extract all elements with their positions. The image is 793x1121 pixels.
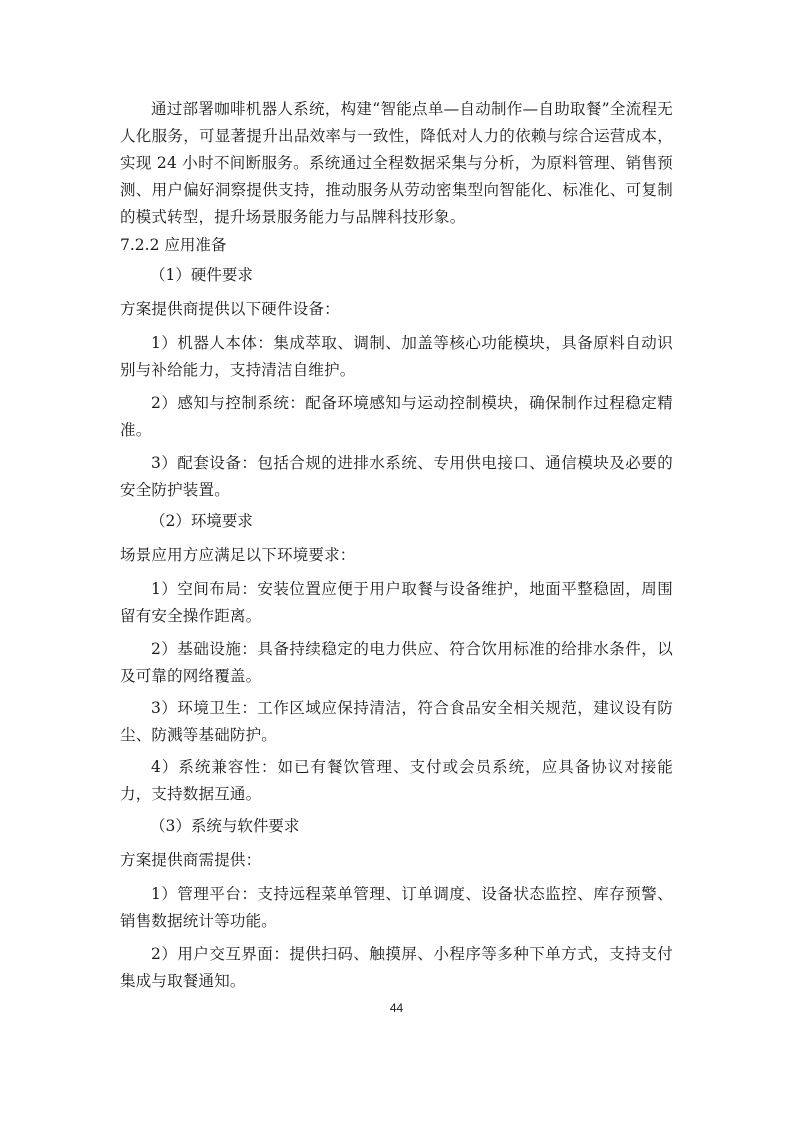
environment-lead: 场景应用方应满足以下环境要求： (120, 546, 356, 564)
hardware-item-3: 3）配套设备：包括合规的进排水系统、专用供电接口、通信模块及必要的安全防护装置。 (120, 454, 673, 499)
page-number: 44 (389, 1001, 404, 1015)
software-item-1: 1）管理平台：支持远程菜单管理、订单调度、设备状态监控、库存预警、销售数据统计等功能。 (120, 885, 673, 930)
software-lead: 方案提供商需提供： (120, 851, 262, 869)
hardware-lead: 方案提供商提供以下硬件设备： (120, 300, 340, 318)
environment-item-1: 1）空间布局：安装位置应便于用户取餐与设备维护，地面平整稳固，周围留有安全操作距离。 (120, 580, 673, 625)
software-title: （3）系统与软件要求 (150, 817, 300, 835)
environment-item-3: 3）环境卫生：工作区域应保持清洁，符合食品安全相关规范，建议设有防尘、防溅等基础防护。 (120, 699, 673, 744)
software-item-2: 2）用户交互界面：提供扫码、触摸屏、小程序等多种下单方式，支持支付集成与取餐通知。 (120, 945, 673, 990)
hardware-item-2: 2）感知与控制系统：配备环境感知与运动控制模块，确保制作过程稳定精准。 (120, 394, 673, 439)
hardware-title: （1）硬件要求 (150, 266, 253, 284)
section-heading: 7.2.2 应用准备 (120, 236, 227, 254)
environment-title: （2）环境要求 (150, 512, 253, 530)
environment-item-2: 2）基础设施：具备持续稳定的电力供应、符合饮用标准的给排水条件，以及可靠的网络覆盖。 (120, 640, 673, 685)
environment-item-4: 4）系统兼容性：如已有餐饮管理、支付或会员系统，应具备协议对接能力，支持数据互通。 (120, 758, 673, 803)
intro-paragraph: 通过部署咖啡机器人系统，构建“智能点单—自动制作—自助取餐”全流程无人化服务，可显著提升出品效率与一致性，降低对人力的依赖与综合运营成本，实现 24 小时不间断服务。系统通过全程数据采集与分析，为原料管理、销售预测、用户偏好洞察提供支持，推动服务从劳动密集型向智能化、标准化、可复制的模式转型，提升场景服务能力与品牌科技形象。 (120, 100, 673, 226)
hardware-item-1: 1）机器人本体：集成萃取、调制、加盖等核心功能模块，具备原料自动识别与补给能力，支持清洁自维护。 (120, 334, 673, 379)
